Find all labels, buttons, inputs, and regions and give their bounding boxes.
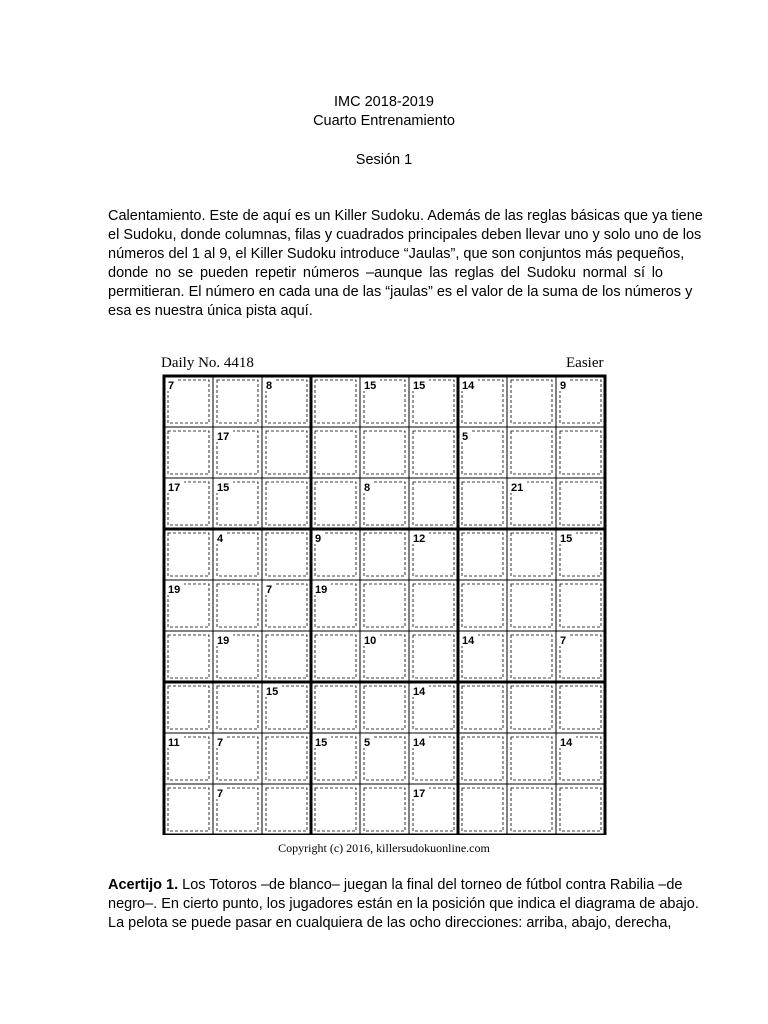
puzzle-title: Daily No. 4418 <box>161 355 254 371</box>
cage-sum: 8 <box>364 482 371 494</box>
cage-sum: 14 <box>462 635 475 647</box>
cage-sum: 21 <box>511 482 524 494</box>
doc-title: IMC 2018-2019 <box>334 94 434 110</box>
cage-sum: 19 <box>217 635 230 647</box>
puzzle-difficulty: Easier <box>566 355 604 371</box>
cage-outline <box>462 533 503 576</box>
cage-outline <box>315 380 356 423</box>
intro-line: esa es nuestra única pista aquí. <box>108 303 313 319</box>
cage-sum: 15 <box>560 533 573 545</box>
cage-outline <box>266 482 307 525</box>
intro-line: permitieran. El número en cada una de las “jaulas” es el valor de la suma de los números y <box>108 284 693 300</box>
cage-outline <box>511 635 552 678</box>
cage-outline <box>462 686 503 729</box>
intro-line: números del 1 al 9, el Killer Sudoku introduce “Jaulas”, que son conjuntos más pequeños, <box>108 246 685 262</box>
cage-outline <box>511 686 552 729</box>
cage-outline <box>462 788 503 831</box>
cage-outline <box>462 584 503 627</box>
cage-outline <box>168 431 209 474</box>
cage-outline <box>266 533 307 576</box>
cage-outline <box>168 635 209 678</box>
cage-sum: 14 <box>560 737 573 749</box>
cage-outline <box>217 380 258 423</box>
cage-sum: 8 <box>266 380 273 392</box>
cage-sum: 9 <box>315 533 322 545</box>
cage-sum: 19 <box>315 584 328 596</box>
cage-outline <box>560 788 601 831</box>
intro-line: Calentamiento. Este de aquí es un Killer Sudoku. Además de las reglas básicas que ya tiene <box>108 208 703 224</box>
intro-paragraph <box>108 207 703 321</box>
cage-outline <box>413 584 454 627</box>
cage-sum: 11 <box>168 737 180 749</box>
intro-line: donde no se pueden repetir números –aunque las reglas del Sudoku normal sí lo <box>108 265 663 281</box>
intro-line: el Sudoku, donde columnas, filas y cuadrados principales deben llevar uno y solo uno de los <box>108 227 702 243</box>
cage-outline <box>266 431 307 474</box>
cage-sum: 7 <box>168 380 175 392</box>
cage-outline <box>364 431 405 474</box>
cage-sum: 15 <box>217 482 230 494</box>
cage-outline <box>560 584 601 627</box>
cage-outline <box>413 482 454 525</box>
cage-outline <box>315 482 356 525</box>
cage-outline <box>364 686 405 729</box>
cage-sum: 15 <box>266 686 279 698</box>
cage-sum: 14 <box>462 380 475 392</box>
problem-line: La pelota se puede pasar en cualquiera de las ocho direcciones: arriba, abajo, derecha, <box>108 915 672 931</box>
cage-outline <box>266 737 307 780</box>
cage-sum: 9 <box>560 380 567 392</box>
cage-sum: 14 <box>413 737 426 749</box>
cage-outline <box>511 380 552 423</box>
cage-outline <box>560 482 601 525</box>
cage-outline <box>511 431 552 474</box>
problem-1-paragraph <box>108 876 699 933</box>
cage-outline <box>315 788 356 831</box>
cage-sum: 14 <box>413 686 426 698</box>
cage-outline <box>217 584 258 627</box>
cage-outline <box>413 431 454 474</box>
cage-outline <box>462 737 503 780</box>
cage-outline <box>315 431 356 474</box>
problem-line: negro–. En cierto punto, los jugadores están en la posición que indica el diagrama de abajo. <box>108 896 699 912</box>
cage-sum: 19 <box>168 584 181 596</box>
cage-sum: 5 <box>364 737 371 749</box>
cage-outline <box>364 533 405 576</box>
cage-outline <box>511 584 552 627</box>
cage-outline <box>217 686 258 729</box>
cage-outline <box>560 431 601 474</box>
cage-sum: 4 <box>217 533 224 545</box>
cage-outline <box>560 686 601 729</box>
cage-sum: 7 <box>266 584 273 596</box>
problem-text: Los Totoros –de blanco– juegan la final del torneo de fútbol contra Rabilia –de <box>178 877 683 893</box>
cage-sum: 10 <box>364 635 377 647</box>
cage-sum: 17 <box>168 482 181 494</box>
problem-label: Acertijo 1. <box>108 877 179 893</box>
killer-sudoku-grid <box>161 373 607 835</box>
doc-subtitle: Cuarto Entrenamiento <box>313 113 455 129</box>
cage-outline <box>511 737 552 780</box>
cage-sum: 5 <box>462 431 469 443</box>
cage-sum: 15 <box>364 380 377 392</box>
cage-sum: 12 <box>413 533 426 545</box>
cage-outline <box>266 635 307 678</box>
cage-outline <box>511 533 552 576</box>
cage-sum: 15 <box>413 380 426 392</box>
cage-outline <box>266 788 307 831</box>
cage-sum: 15 <box>315 737 328 749</box>
cage-outline <box>168 788 209 831</box>
copyright-note: Copyright (c) 2016, killersudokuonline.com <box>278 841 490 855</box>
cage-outline <box>511 788 552 831</box>
cage-outline <box>364 584 405 627</box>
cage-outline <box>315 686 356 729</box>
cage-sum: 7 <box>217 737 224 749</box>
cage-outline <box>364 788 405 831</box>
cage-sum: 17 <box>217 431 230 443</box>
cage-outline <box>413 635 454 678</box>
cage-sum: 17 <box>413 788 426 800</box>
cage-sum: 7 <box>217 788 224 800</box>
session-label: Sesión 1 <box>355 152 413 168</box>
cage-outline <box>168 686 209 729</box>
cage-sum: 7 <box>560 635 567 647</box>
problem-line <box>108 876 683 895</box>
cage-outline <box>168 533 209 576</box>
cage-outline <box>315 635 356 678</box>
cage-outline <box>462 482 503 525</box>
